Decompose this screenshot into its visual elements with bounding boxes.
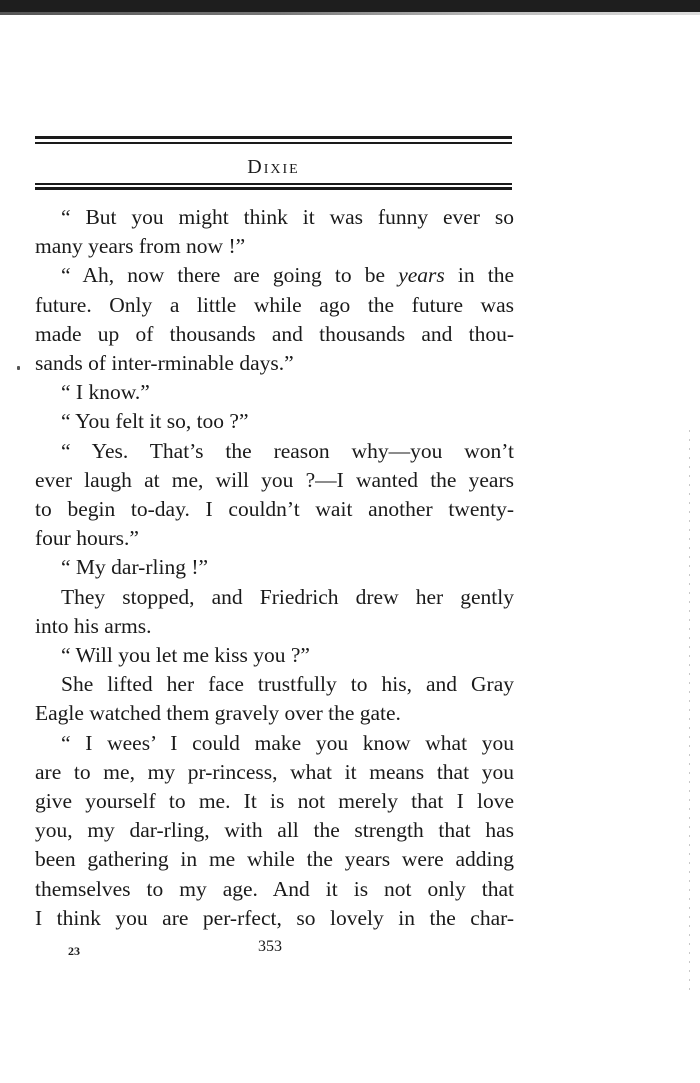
text-line-content: I think you are per-rfect, so lovely in the char- xyxy=(35,905,514,930)
text-line xyxy=(35,699,514,728)
text-line-content: been gathering in me while the years were adding xyxy=(35,847,514,872)
text-line-content: sands of inter-rminable days.” xyxy=(35,351,294,376)
text-line xyxy=(35,437,514,466)
scan-top-edge-shadow xyxy=(0,12,700,15)
text-line xyxy=(35,904,514,933)
text-line-content: They stopped, and Friedrich drew her gently xyxy=(61,584,514,609)
text-line-content: “ Yes. That’s the reason why—you won’t xyxy=(61,438,514,463)
text-line xyxy=(35,495,514,524)
text-line-content: “ You felt it so, too ?” xyxy=(61,409,249,434)
text-line-content: future. Only a little while ago the future was xyxy=(35,292,514,317)
text-line-content: She lifted her face trustfully to his, and Gray xyxy=(61,672,514,697)
text-line xyxy=(35,466,514,495)
text-line-content: you, my dar-rling, with all the strength that has xyxy=(35,818,514,843)
header-rule-bottom-thick xyxy=(35,187,512,190)
text-line-content: many years from now !” xyxy=(35,234,246,259)
text-line-content: “ My dar-rling !” xyxy=(61,555,209,580)
running-head: Dixie xyxy=(247,156,300,178)
page-number: 353 xyxy=(258,938,282,955)
text-line-content: “ Ah, now there are going to be xyxy=(61,263,399,288)
margin-scan-dots xyxy=(689,430,690,990)
text-line xyxy=(35,758,514,787)
text-line xyxy=(35,349,514,378)
header-rule-top-thin xyxy=(35,142,512,144)
text-line-content: “ I know.” xyxy=(61,380,150,405)
text-line xyxy=(35,378,514,407)
text-line xyxy=(35,291,514,320)
text-line xyxy=(35,845,514,874)
text-line-content-end: in the xyxy=(444,263,514,288)
text-line-content: give yourself to me. It is not merely that I love xyxy=(35,789,514,814)
text-line-content: to begin to-day. I couldn’t wait another twenty- xyxy=(35,497,514,522)
text-line xyxy=(35,612,514,641)
text-line xyxy=(35,641,514,670)
text-line-content: Eagle watched them gravely over the gate. xyxy=(35,701,401,726)
text-line-content: “ I wees’ I could make you know what you xyxy=(61,730,514,755)
text-line-content: are to me, my pr-rincess, what it means that you xyxy=(35,759,514,784)
text-line xyxy=(35,875,514,904)
text-line xyxy=(35,261,514,290)
text-line xyxy=(35,729,514,758)
text-line xyxy=(35,203,514,232)
text-line-content: made up of thousands and thousands and thou- xyxy=(35,321,514,346)
text-line xyxy=(35,524,514,553)
text-line xyxy=(35,787,514,816)
stray-ink-mark xyxy=(17,366,20,370)
text-line xyxy=(35,816,514,845)
text-line xyxy=(35,320,514,349)
text-line xyxy=(35,583,514,612)
page-body-text xyxy=(35,203,514,933)
header-rule-top-thick xyxy=(35,136,512,139)
text-line xyxy=(35,407,514,436)
text-line-content: “ But you might think it was funny ever so xyxy=(61,205,514,229)
text-line xyxy=(35,553,514,582)
text-line-content: four hours.” xyxy=(35,526,139,551)
text-line-content: “ Will you let me kiss you ?” xyxy=(61,643,310,668)
text-line-content: into his arms. xyxy=(35,613,152,638)
header-rule-bottom-thin xyxy=(35,183,512,185)
text-line-content: ever laugh at me, will you ?—I wanted the years xyxy=(35,467,514,492)
text-line xyxy=(35,670,514,699)
text-line-emphasis: years xyxy=(398,263,445,288)
text-line xyxy=(35,232,514,261)
scan-top-edge xyxy=(0,0,700,12)
signature-mark: 23 xyxy=(68,944,80,958)
text-line-content: themselves to my age. And it is not only that xyxy=(35,876,514,901)
